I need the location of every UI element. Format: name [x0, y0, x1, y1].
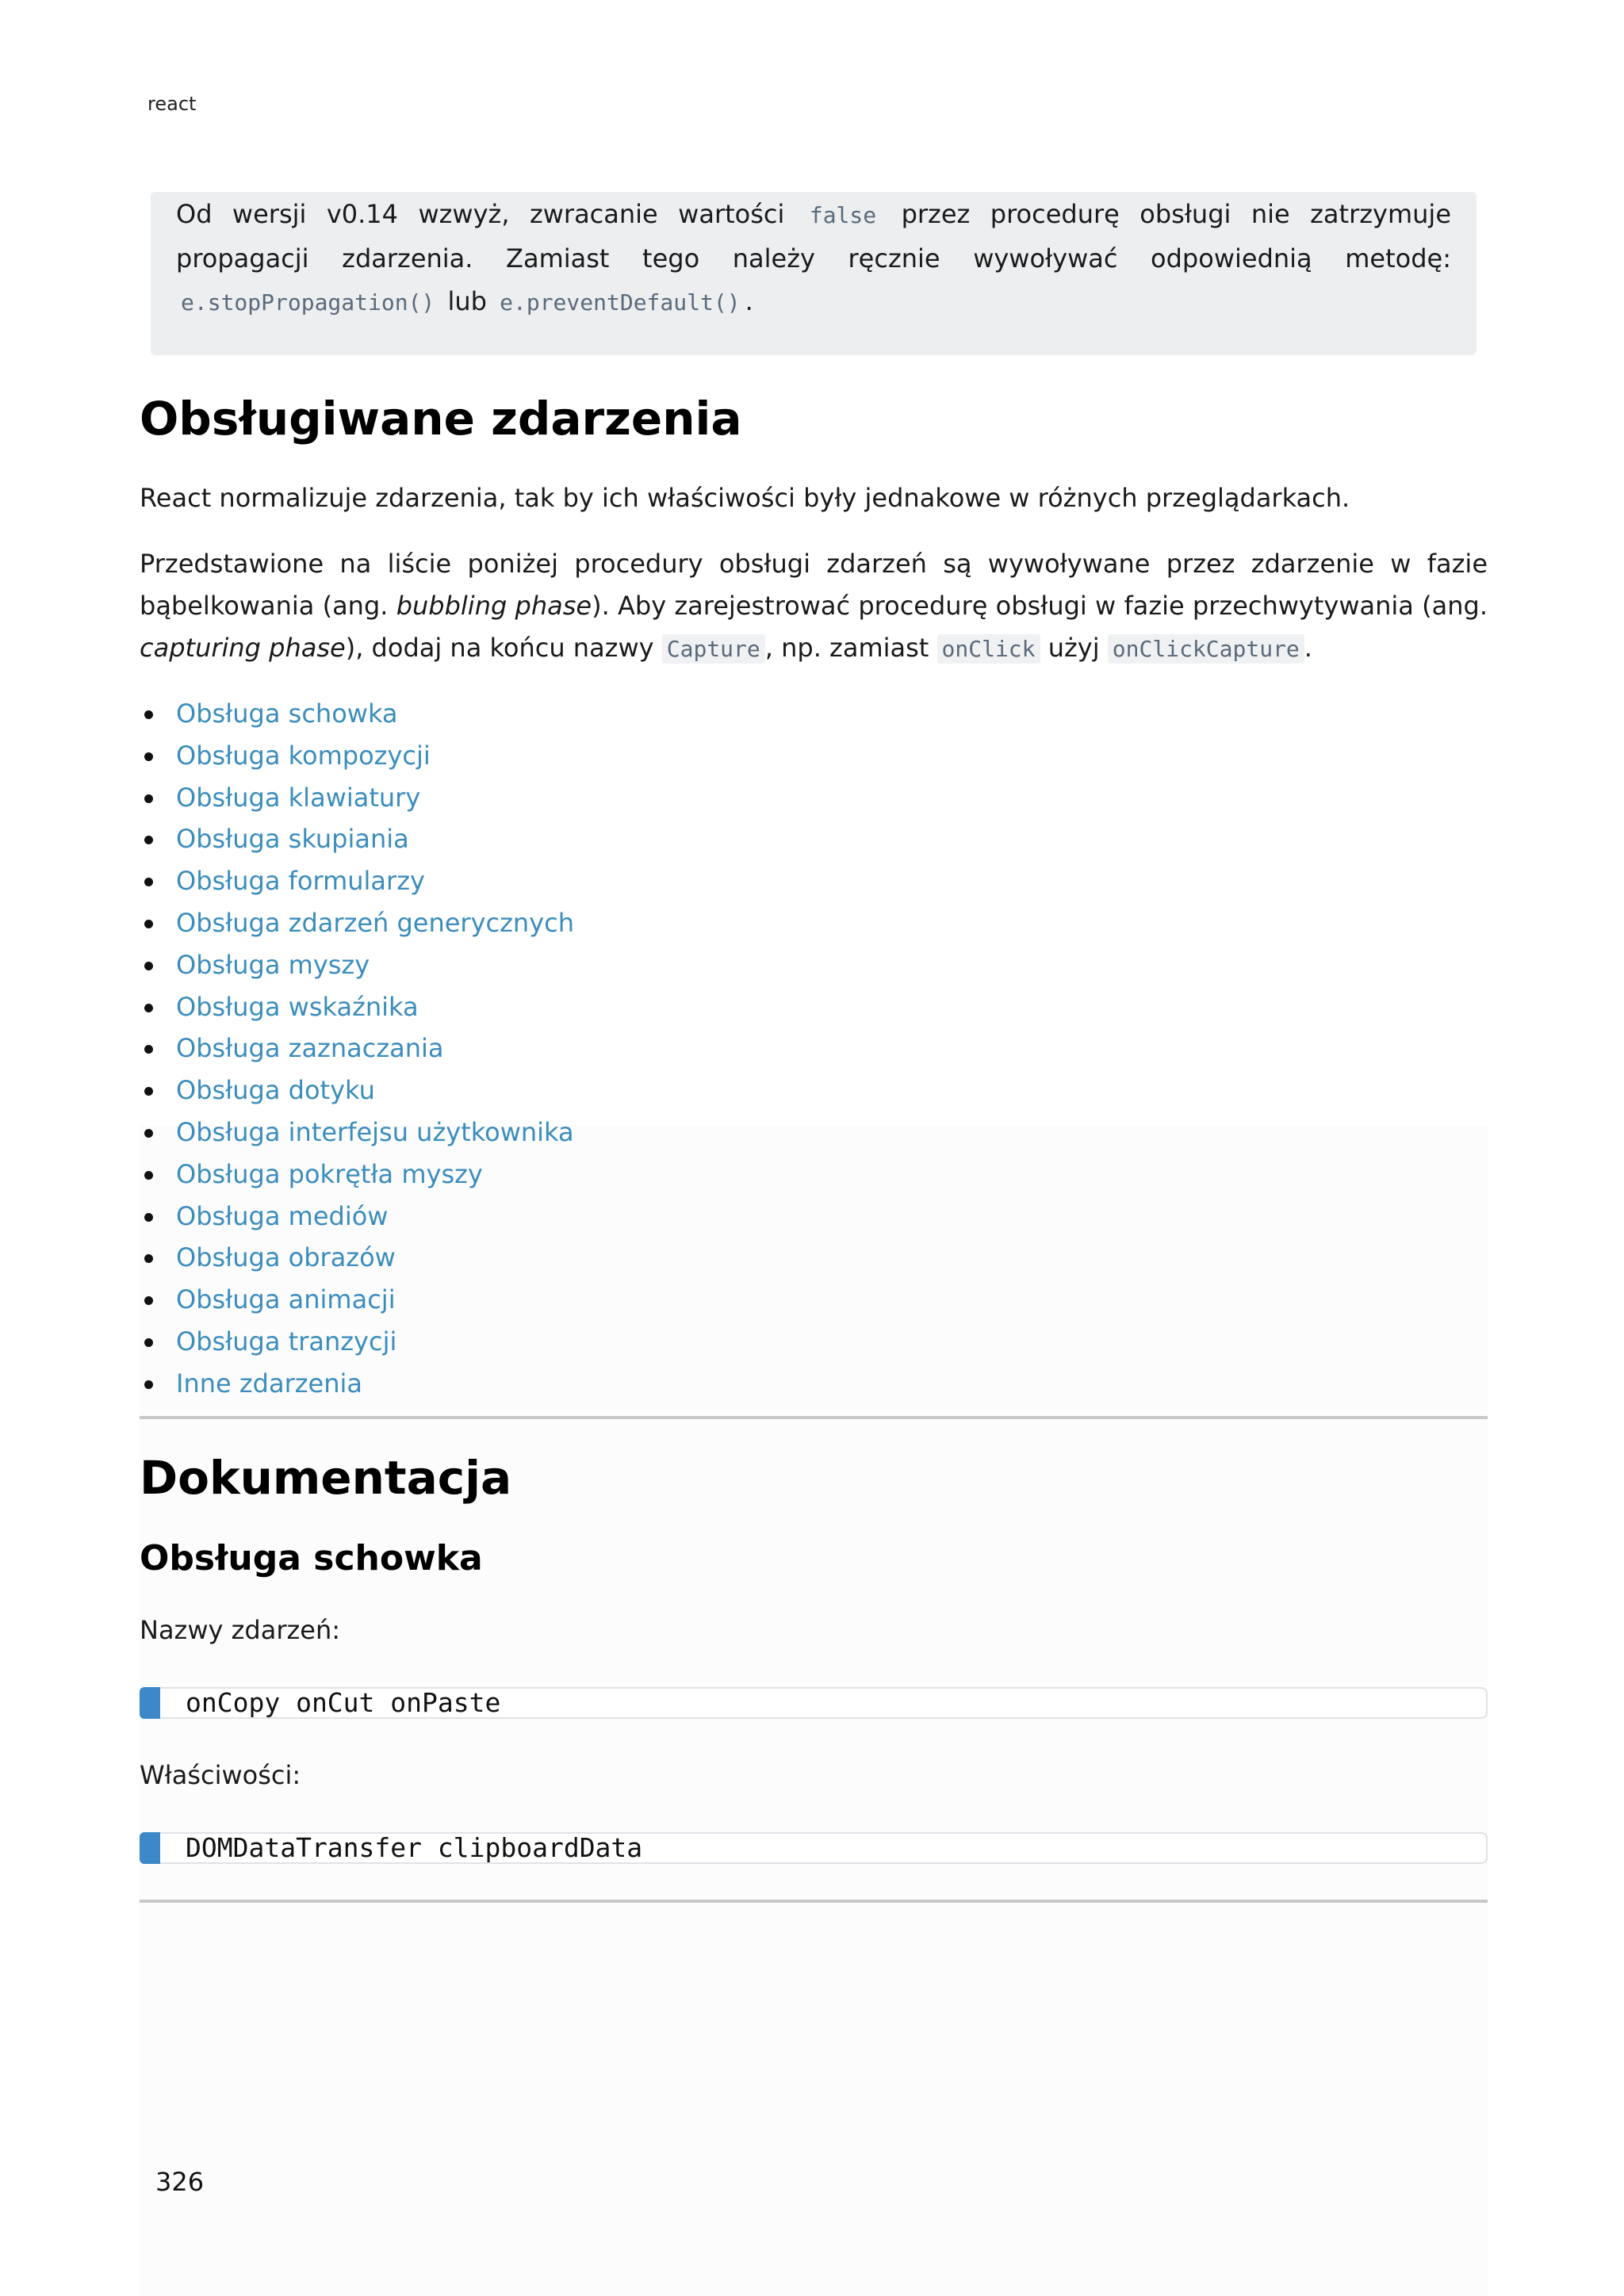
- bullet-icon: [144, 836, 153, 844]
- link-form-events[interactable]: Obsługa formularzy: [176, 866, 425, 897]
- inline-code-prevent-default: e.preventDefault(): [500, 289, 741, 316]
- link-media-events[interactable]: Obsługa mediów: [176, 1200, 389, 1231]
- link-touch-events[interactable]: Obsługa dotyku: [176, 1075, 375, 1106]
- list-item: [140, 735, 574, 777]
- bullet-icon: [144, 1380, 153, 1389]
- paragraph-text-part: , np. zamiast: [764, 633, 937, 663]
- emphasis-capturing-phase: capturing phase: [140, 633, 346, 663]
- page-number: 326: [155, 2167, 205, 2197]
- note-text-part: .: [745, 286, 753, 316]
- list-item: [140, 1279, 574, 1321]
- bullet-icon: [144, 1045, 153, 1054]
- paragraph-text-part: Przedstawione na liście poniżej procedury obsługi zdarzeń są wywoływane przez zdarzenie w fazie bąbelkowania (ang.: [140, 549, 1488, 621]
- link-other-events[interactable]: Inne zdarzenia: [176, 1368, 362, 1399]
- code-block-marker: [140, 1687, 160, 1719]
- code-block-marker: [140, 1832, 160, 1864]
- properties-label: Właściwości:: [140, 1760, 301, 1790]
- paragraph-text-part: ). Aby zarejestrować procedurę obsługi w fazie przechwytywania (ang.: [592, 591, 1488, 621]
- link-transition-events[interactable]: Obsługa tranzycji: [176, 1326, 397, 1357]
- intro-paragraph: React normalizuje zdarzenia, tak by ich właściwości były jednakowe w różnych przeglądarkach.: [140, 483, 1350, 513]
- bullet-icon: [144, 1129, 153, 1138]
- emphasis-bubbling-phase: bubbling phase: [396, 591, 592, 621]
- list-item: [140, 1237, 574, 1279]
- note-text-part: lub: [439, 286, 496, 316]
- link-mouse-events[interactable]: Obsługa myszy: [176, 949, 370, 980]
- inline-code-capture: Capture: [662, 634, 765, 664]
- running-header: react: [147, 93, 197, 115]
- note-text-part: przez procedurę obsługi nie zatrzymuje propagacji zdarzenia. Zamiast tego należy ręcznie wywoływać odpowiednią metodę:: [176, 199, 1452, 274]
- link-selection-events[interactable]: Obsługa zaznaczania: [176, 1033, 444, 1064]
- list-item: [140, 777, 574, 819]
- link-generic-events[interactable]: Obsługa zdarzeń generycznych: [176, 907, 574, 938]
- paragraph-text-part: użyj: [1040, 633, 1108, 663]
- note-text-part: Od wersji v0.14 wzwyż, zwracanie wartości: [176, 199, 805, 229]
- list-item: [140, 902, 574, 944]
- link-focus-events[interactable]: Obsługa skupiania: [176, 824, 409, 855]
- link-image-events[interactable]: Obsługa obrazów: [176, 1242, 396, 1273]
- list-item: [140, 860, 574, 902]
- bullet-icon: [144, 1254, 153, 1263]
- bullet-icon: [144, 962, 153, 970]
- bullet-icon: [144, 794, 153, 803]
- link-composition-events[interactable]: Obsługa kompozycji: [176, 740, 431, 771]
- properties-code-block: [140, 1832, 1488, 1864]
- list-item: [140, 1027, 574, 1070]
- link-wheel-events[interactable]: Obsługa pokrętła myszy: [176, 1158, 483, 1189]
- link-keyboard-events[interactable]: Obsługa klawiatury: [176, 782, 421, 813]
- paragraph-text-part: .: [1304, 633, 1312, 663]
- link-pointer-events[interactable]: Obsługa wskaźnika: [176, 991, 419, 1022]
- section-title-supported-events: Obsługiwane zdarzenia: [140, 392, 742, 446]
- event-names-code: onCopy onCut onPaste: [186, 1687, 501, 1718]
- inline-code-onclick: onClick: [937, 634, 1040, 664]
- link-ui-events[interactable]: Obsługa interfejsu użytkownika: [176, 1116, 574, 1147]
- bullet-icon: [144, 878, 153, 886]
- section-divider: [140, 1416, 1488, 1419]
- event-names-code-block: [140, 1687, 1488, 1719]
- bullet-icon: [144, 752, 153, 761]
- bullet-icon: [144, 710, 153, 719]
- properties-code: DOMDataTransfer clipboardData: [186, 1832, 643, 1863]
- section-title-documentation: Dokumentacja: [140, 1451, 512, 1505]
- capture-phase-paragraph: [140, 543, 1488, 670]
- event-names-label: Nazwy zdarzeń:: [140, 1615, 341, 1645]
- bullet-icon: [144, 1171, 153, 1180]
- bullet-icon: [144, 1004, 153, 1012]
- section-divider: [140, 1900, 1488, 1903]
- list-item: [140, 986, 574, 1028]
- event-category-list: [140, 693, 574, 1405]
- list-item: [140, 1112, 574, 1154]
- link-animation-events[interactable]: Obsługa animacji: [176, 1284, 396, 1315]
- list-item: [140, 1321, 574, 1363]
- bullet-icon: [144, 920, 153, 928]
- list-item: [140, 1154, 574, 1196]
- link-clipboard-events[interactable]: Obsługa schowka: [176, 698, 398, 729]
- note-box: [151, 192, 1477, 355]
- list-item: [140, 1196, 574, 1238]
- subsection-title-clipboard: Obsługa schowka: [140, 1538, 483, 1578]
- bullet-icon: [144, 1296, 153, 1305]
- bullet-icon: [144, 1338, 153, 1347]
- bullet-icon: [144, 1087, 153, 1096]
- inline-code-onclickcapture: onClickCapture: [1108, 634, 1304, 664]
- inline-code-false: false: [809, 202, 877, 228]
- list-item: [140, 1363, 574, 1405]
- list-item: [140, 1070, 574, 1112]
- note-text: [176, 192, 1451, 324]
- bullet-icon: [144, 1213, 153, 1222]
- inline-code-stop-propagation: e.stopPropagation(): [181, 289, 435, 316]
- paragraph-text-part: ), dodaj na końcu nazwy: [345, 633, 662, 663]
- list-item: [140, 818, 574, 860]
- list-item: [140, 693, 574, 735]
- list-item: [140, 944, 574, 986]
